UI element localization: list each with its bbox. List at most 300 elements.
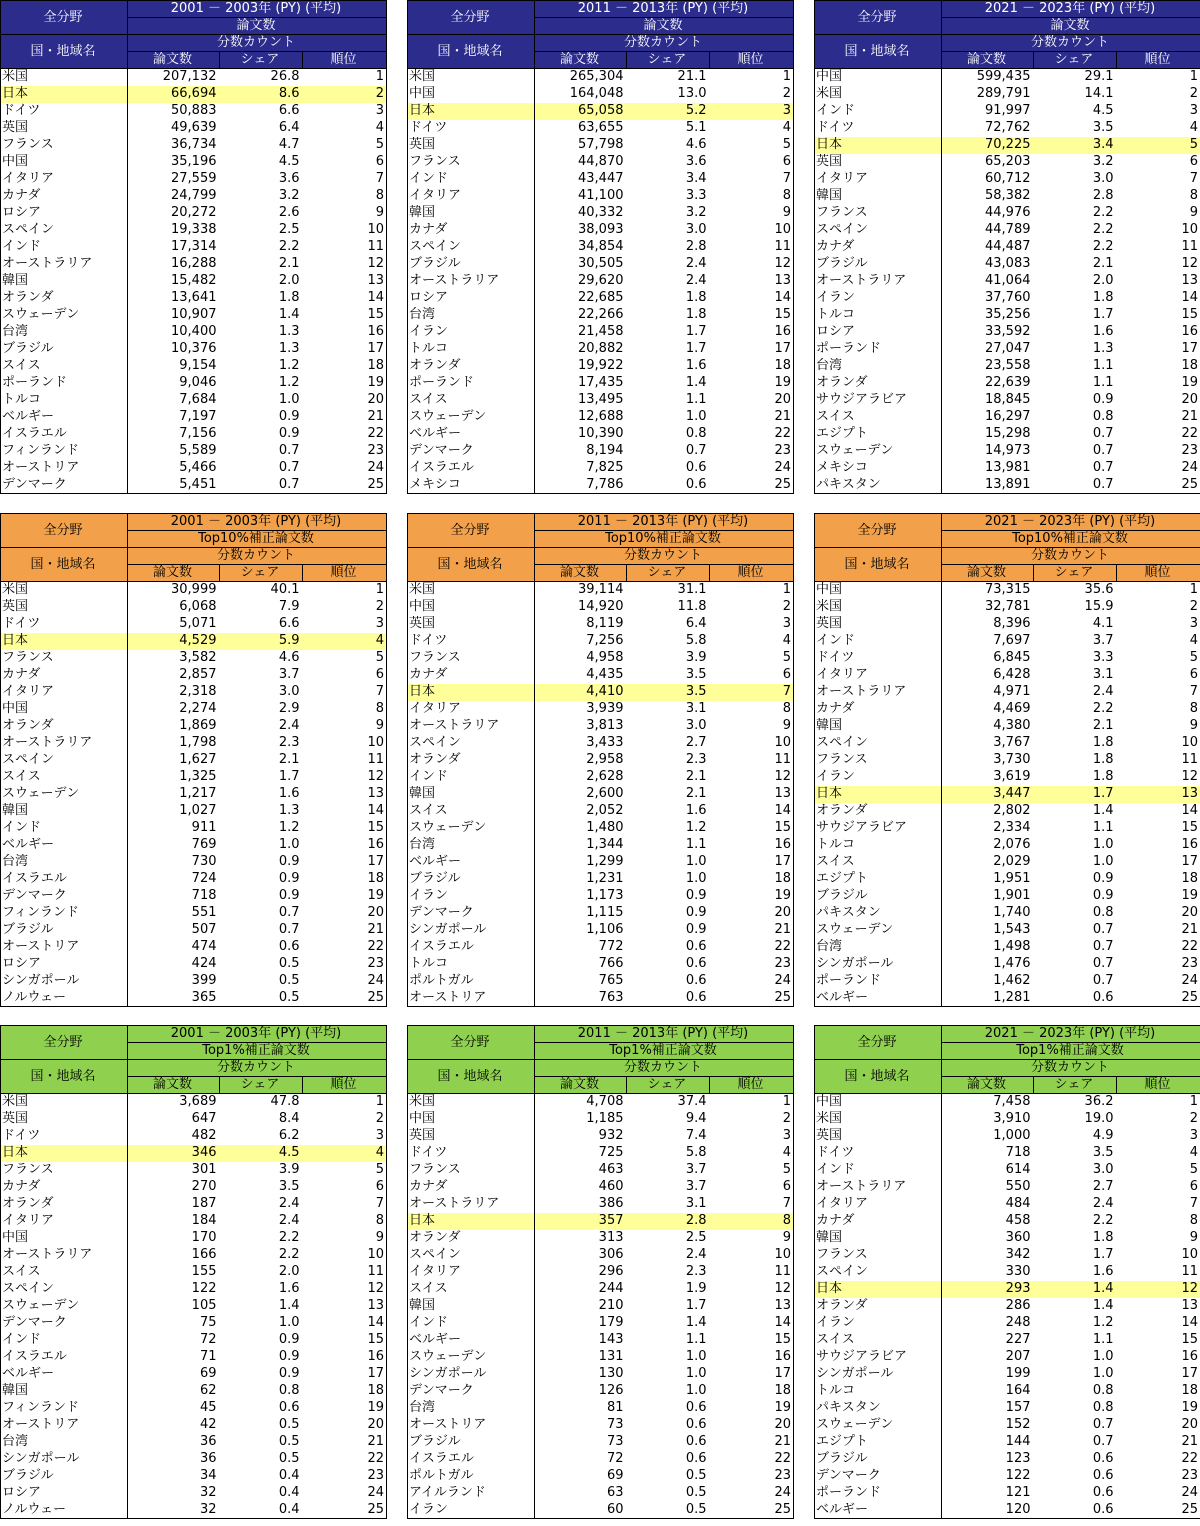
table-row: [408, 1434, 794, 1451]
rank-cell: 19: [303, 1400, 387, 1417]
share-cell: 0.9: [278, 854, 300, 869]
papers-cell: 22,639: [985, 375, 1031, 390]
rank-cell: 20: [710, 1417, 794, 1434]
papers-cell: 62: [199, 1383, 217, 1398]
country-cell: ノルウェー: [1, 990, 128, 1007]
papers-column-header: 論文数: [942, 1077, 1034, 1094]
country-cell: カナダ: [815, 701, 942, 718]
table-row: [815, 324, 1200, 341]
rank-cell: 12: [303, 256, 387, 273]
table-row: [815, 735, 1200, 752]
share-cell: 0.5: [278, 1434, 300, 1449]
rank-cell: 8: [1117, 701, 1200, 718]
share-cell: 0.7: [278, 922, 300, 937]
country-cell: ドイツ: [1, 616, 128, 633]
rank-cell: 24: [1117, 1485, 1200, 1502]
rank-cell: 20: [710, 392, 794, 409]
table-row: [815, 188, 1200, 205]
share-cell: 1.1: [685, 392, 707, 407]
papers-cell: 157: [1005, 1400, 1031, 1415]
rank-cell: 17: [1117, 1366, 1200, 1383]
table-row: [408, 324, 794, 341]
papers-cell: 7,256: [586, 633, 624, 648]
table-row: [408, 616, 794, 633]
country-cell: ベルギー: [1, 409, 128, 426]
country-cell: フランス: [1, 1162, 128, 1179]
rank-cell: 9: [710, 1230, 794, 1247]
country-column-header: 国・地域名: [815, 35, 942, 69]
share-cell: 0.6: [685, 956, 707, 971]
table-row: [1, 1332, 387, 1349]
rank-cell: 1: [303, 1094, 387, 1111]
rank-cell: 25: [1117, 477, 1200, 494]
country-cell: スウェーデン: [1, 786, 128, 803]
rank-cell: 23: [710, 956, 794, 973]
share-cell: 0.9: [278, 409, 300, 424]
share-cell: 3.5: [627, 684, 710, 701]
papers-cell: 7,684: [179, 392, 217, 407]
country-cell: シンガポール: [1, 973, 128, 990]
share-cell: 3.7: [685, 1179, 707, 1194]
share-cell: 2.7: [685, 735, 707, 750]
rank-cell: 21: [710, 409, 794, 426]
country-cell: スウェーデン: [815, 922, 942, 939]
table-row: [815, 1094, 1200, 1111]
country-cell: トルコ: [1, 392, 128, 409]
count-method-header: 分数カウント: [535, 1060, 794, 1077]
rank-cell: 9: [1117, 205, 1200, 222]
table-row: [815, 137, 1200, 154]
papers-cell: 207: [1005, 1349, 1031, 1364]
rank-cell: 7: [303, 1196, 387, 1213]
rank-cell: 13: [710, 1298, 794, 1315]
rank-cell: 8: [710, 1213, 794, 1230]
share-cell: 40.1: [270, 582, 300, 598]
table-row: [408, 69, 794, 86]
table-row: [408, 1162, 794, 1179]
table-row: [1, 103, 387, 120]
rank-cell: 17: [303, 854, 387, 871]
share-cell: 2.9: [278, 701, 300, 716]
country-column-header: 国・地域名: [408, 1060, 535, 1094]
country-cell: シンガポール: [1, 1451, 128, 1468]
rank-cell: 17: [1117, 854, 1200, 871]
papers-cell: 1,740: [993, 905, 1031, 920]
share-cell: 1.1: [1092, 375, 1114, 390]
table-row: [408, 1315, 794, 1332]
share-cell: 0.7: [1092, 1417, 1114, 1432]
share-cell: 1.4: [278, 307, 300, 322]
papers-cell: 72: [606, 1451, 624, 1466]
table-row: [1, 205, 387, 222]
papers-cell: 44,789: [985, 222, 1031, 237]
papers-cell: 2,318: [179, 684, 217, 699]
papers-cell: 71: [199, 1349, 217, 1364]
country-cell: ベルギー: [408, 854, 535, 871]
share-cell: 1.1: [1092, 358, 1114, 373]
share-cell: 1.4: [278, 1298, 300, 1313]
share-cell: 3.3: [1092, 650, 1114, 665]
table-row: [1, 1349, 387, 1366]
table-row: [1, 1502, 387, 1519]
share-cell: 2.1: [1092, 256, 1114, 271]
papers-cell: 6,428: [993, 667, 1031, 682]
rank-cell: 20: [1117, 905, 1200, 922]
table-row: [408, 171, 794, 188]
papers-cell: 166: [191, 1247, 217, 1262]
rank-cell: 3: [303, 616, 387, 633]
share-cell: 1.8: [1092, 735, 1114, 750]
country-cell: イタリア: [1, 684, 128, 701]
table-row: [1, 86, 387, 103]
papers-cell: 4,708: [586, 1094, 624, 1110]
country-cell: トルコ: [408, 956, 535, 973]
table-row: [408, 375, 794, 392]
papers-cell: 346: [128, 1145, 220, 1162]
table-row: [1, 701, 387, 718]
papers-cell: 3,813: [586, 718, 624, 733]
rank-cell: 21: [710, 922, 794, 939]
rank-cell: 13: [303, 273, 387, 290]
share-cell: 5.9: [220, 633, 303, 650]
metric-header: Top10%補正論文数: [128, 531, 387, 548]
share-cell: 1.7: [685, 324, 707, 339]
share-cell: 1.3: [1092, 341, 1114, 356]
rank-cell: 3: [1117, 616, 1200, 633]
share-cell: 1.8: [685, 307, 707, 322]
papers-cell: 1,798: [179, 735, 217, 750]
country-cell: スイス: [1, 358, 128, 375]
table-row: [408, 120, 794, 137]
country-cell: パキスタン: [815, 905, 942, 922]
share-cell: 2.2: [278, 1230, 300, 1245]
share-cell: 3.6: [685, 154, 707, 169]
share-cell: 2.0: [278, 273, 300, 288]
rank-cell: 4: [1117, 633, 1200, 650]
table-row: [815, 1417, 1200, 1434]
rank-cell: 1: [710, 582, 794, 599]
papers-cell: 766: [598, 956, 624, 971]
share-cell: 3.7: [278, 667, 300, 682]
rank-cell: 13: [1117, 786, 1200, 803]
period-header: 2001 － 2003年 (PY) (平均): [128, 514, 387, 531]
papers-cell: 1,106: [586, 922, 624, 937]
papers-cell: 3,582: [179, 650, 217, 665]
country-cell: オーストラリア: [408, 718, 535, 735]
rank-cell: 2: [710, 599, 794, 616]
country-cell: インド: [815, 1162, 942, 1179]
table-row: [815, 222, 1200, 239]
papers-cell: 65,203: [985, 154, 1031, 169]
share-cell: 8.6: [220, 86, 303, 103]
table-row: [408, 599, 794, 616]
country-cell: 台湾: [1, 854, 128, 871]
papers-cell: 30,999: [171, 582, 217, 598]
table-row: [408, 1298, 794, 1315]
period-header: 2011 － 2013年 (PY) (平均): [535, 514, 794, 531]
rank-cell: 19: [303, 888, 387, 905]
papers-cell: 14,920: [578, 599, 624, 614]
country-cell: オーストラリア: [815, 1179, 942, 1196]
table-row: [815, 1298, 1200, 1315]
rank-cell: 14: [710, 290, 794, 307]
share-cell: 0.7: [1034, 477, 1117, 494]
papers-cell: 1,299: [586, 854, 624, 869]
rank-cell: 18: [710, 1383, 794, 1400]
rank-cell: 8: [710, 188, 794, 205]
share-cell: 0.9: [278, 888, 300, 903]
rank-cell: 19: [1117, 375, 1200, 392]
papers-cell: 38,093: [578, 222, 624, 237]
papers-cell: 43,447: [578, 171, 624, 186]
share-cell: 1.0: [685, 854, 707, 869]
papers-cell: 19,338: [171, 222, 217, 237]
share-cell: 1.6: [685, 358, 707, 373]
share-cell: 1.0: [278, 837, 300, 852]
share-cell: 0.9: [278, 426, 300, 441]
table-row: [815, 1451, 1200, 1468]
table-row: [1, 460, 387, 477]
country-cell: カナダ: [408, 222, 535, 239]
country-cell: イタリア: [408, 1264, 535, 1281]
share-cell: 2.8: [1092, 188, 1114, 203]
rank-cell: 3: [303, 1128, 387, 1145]
share-cell: 0.8: [278, 1383, 300, 1398]
rank-cell: 14: [303, 1315, 387, 1332]
papers-cell: 2,274: [179, 701, 217, 716]
table-row: [408, 1417, 794, 1434]
period-header: 2001 － 2003年 (PY) (平均): [128, 1, 387, 18]
rank-cell: 2: [303, 1111, 387, 1128]
count-method-header: 分数カウント: [535, 548, 794, 565]
table-row: [815, 718, 1200, 735]
papers-cell: 50,883: [171, 103, 217, 118]
rank-cell: 23: [710, 443, 794, 460]
country-cell: スウェーデン: [815, 1417, 942, 1434]
rank-cell: 5: [1117, 137, 1200, 154]
table-row: [1, 222, 387, 239]
papers-cell: 4,410: [535, 684, 627, 701]
table-row: [1, 1247, 387, 1264]
rank-cell: 19: [1117, 888, 1200, 905]
papers-cell: 365: [128, 990, 220, 1007]
papers-cell: 18,845: [985, 392, 1031, 407]
country-cell: インド: [1, 239, 128, 256]
country-cell: イスラエル: [408, 1451, 535, 1468]
share-cell: 1.8: [278, 290, 300, 305]
papers-cell: 718: [1005, 1145, 1031, 1160]
share-cell: 1.8: [1092, 1230, 1114, 1245]
papers-cell: 60,712: [985, 171, 1031, 186]
table-row: [815, 667, 1200, 684]
papers-cell: 7,156: [179, 426, 217, 441]
share-cell: 3.5: [685, 667, 707, 682]
share-cell: 1.0: [1092, 854, 1114, 869]
country-cell: ブラジル: [408, 871, 535, 888]
rank-cell: 8: [303, 188, 387, 205]
country-cell: スペイン: [408, 1247, 535, 1264]
papers-cell: 36: [199, 1434, 217, 1449]
papers-cell: 164,048: [569, 86, 624, 101]
rank-cell: 9: [303, 718, 387, 735]
share-cell: 1.4: [1092, 803, 1114, 818]
table-row: [408, 650, 794, 667]
period-header: 2021 － 2023年 (PY) (平均): [942, 1, 1200, 18]
country-cell: ポルトガル: [408, 1468, 535, 1485]
period-header: 2011 － 2013年 (PY) (平均): [535, 1, 794, 18]
country-cell: オランダ: [408, 358, 535, 375]
papers-cell: 105: [191, 1298, 217, 1313]
table-row: [408, 137, 794, 154]
table-row: [408, 1451, 794, 1468]
table-row: [408, 1128, 794, 1145]
papers-cell: 248: [1005, 1315, 1031, 1330]
country-cell: オランダ: [1, 290, 128, 307]
papers-cell: 7,458: [993, 1094, 1031, 1110]
table-row: [815, 1145, 1200, 1162]
share-cell: 1.6: [685, 803, 707, 818]
share-cell: 3.2: [278, 188, 300, 203]
country-cell: ロシア: [1, 205, 128, 222]
table-row: [815, 1332, 1200, 1349]
share-cell: 1.0: [685, 1383, 707, 1398]
share-cell: 7.9: [278, 599, 300, 614]
rank-cell: 6: [303, 667, 387, 684]
share-cell: 0.5: [685, 1468, 707, 1483]
share-cell: 2.4: [278, 1196, 300, 1211]
country-cell: オーストラリア: [1, 735, 128, 752]
country-cell: カナダ: [408, 667, 535, 684]
rank-cell: 21: [1117, 1434, 1200, 1451]
papers-cell: 20,882: [578, 341, 624, 356]
table-row: [1, 1281, 387, 1298]
table-row: [1, 1434, 387, 1451]
country-column-header: 国・地域名: [408, 35, 535, 69]
table-row: [408, 222, 794, 239]
papers-cell: 44,487: [985, 239, 1031, 254]
papers-cell: 63: [606, 1485, 624, 1500]
country-cell: フランス: [408, 154, 535, 171]
rank-cell: 22: [710, 939, 794, 956]
share-cell: 36.2: [1084, 1094, 1114, 1110]
count-method-header: 分数カウント: [128, 1060, 387, 1077]
papers-cell: 270: [191, 1179, 217, 1194]
share-cell: 1.1: [685, 1332, 707, 1347]
table-row: [1, 1094, 387, 1111]
rank-cell: 15: [710, 307, 794, 324]
papers-cell: 57,798: [578, 137, 624, 152]
share-cell: 1.0: [685, 1366, 707, 1381]
table-row: [1, 616, 387, 633]
rank-cell: 25: [1117, 990, 1200, 1007]
papers-cell: 357: [535, 1213, 627, 1230]
country-cell: 米国: [815, 599, 942, 616]
rank-cell: 23: [303, 956, 387, 973]
table-row: [815, 375, 1200, 392]
field-label: 全分野: [408, 1, 535, 35]
share-cell: 0.8: [685, 426, 707, 441]
rank-column-header: 順位: [303, 52, 387, 69]
rank-cell: 7: [1117, 171, 1200, 188]
table-row: [815, 443, 1200, 460]
table-row: [1, 1230, 387, 1247]
papers-cell: 36,734: [171, 137, 217, 152]
table-row: [1, 718, 387, 735]
papers-cell: 164: [1005, 1383, 1031, 1398]
papers-cell: 3,619: [993, 769, 1031, 784]
metric-header: Top1%補正論文数: [535, 1043, 794, 1060]
country-cell: スイス: [1, 1264, 128, 1281]
share-cell: 9.4: [685, 1111, 707, 1126]
share-cell: 3.7: [1092, 633, 1114, 648]
field-label: 全分野: [408, 514, 535, 548]
papers-cell: 7,197: [179, 409, 217, 424]
table-row: [408, 684, 794, 701]
rank-cell: 17: [710, 1366, 794, 1383]
share-cell: 3.9: [278, 1162, 300, 1177]
table-row: [408, 1213, 794, 1230]
table-row: [408, 1094, 794, 1111]
country-cell: ロシア: [815, 324, 942, 341]
country-cell: ドイツ: [1, 103, 128, 120]
field-label: 全分野: [1, 1, 128, 35]
share-cell: 4.6: [278, 650, 300, 665]
table-row: [815, 803, 1200, 820]
papers-cell: 306: [598, 1247, 624, 1262]
table-row: [408, 905, 794, 922]
table-row: [408, 239, 794, 256]
share-cell: 2.4: [685, 1247, 707, 1262]
table-row: [815, 990, 1200, 1007]
table-row: [1, 477, 387, 494]
papers-cell: 10,376: [171, 341, 217, 356]
table-row: [815, 701, 1200, 718]
papers-cell: 49,639: [171, 120, 217, 135]
rank-cell: 24: [1117, 973, 1200, 990]
share-cell: 3.2: [685, 205, 707, 220]
papers-cell: 34: [199, 1468, 217, 1483]
papers-cell: 16,297: [985, 409, 1031, 424]
papers-cell: 730: [191, 854, 217, 869]
papers-cell: 6,068: [179, 599, 217, 614]
country-cell: ベルギー: [1, 837, 128, 854]
table-row: [408, 205, 794, 222]
papers-cell: 507: [191, 922, 217, 937]
country-cell: スイス: [815, 854, 942, 871]
rank-cell: 24: [303, 1485, 387, 1502]
table-row: [815, 1162, 1200, 1179]
count-method-header: 分数カウント: [942, 548, 1200, 565]
rank-cell: 17: [1117, 341, 1200, 358]
rank-cell: 15: [1117, 820, 1200, 837]
table-row: [1, 633, 387, 650]
share-cell: 3.2: [1092, 154, 1114, 169]
rank-cell: 18: [303, 1383, 387, 1400]
rank-cell: 11: [1117, 752, 1200, 769]
table-row: [1, 820, 387, 837]
country-cell: 台湾: [815, 358, 942, 375]
share-cell: 1.3: [278, 803, 300, 818]
rank-cell: 14: [1117, 290, 1200, 307]
rank-cell: 11: [710, 752, 794, 769]
country-cell: 韓国: [815, 1230, 942, 1247]
rank-cell: 3: [710, 103, 794, 120]
rank-column-header: 順位: [710, 1077, 794, 1094]
table-row: [408, 1468, 794, 1485]
share-cell: 0.7: [278, 460, 300, 475]
rank-cell: 5: [710, 650, 794, 667]
rank-cell: 16: [710, 324, 794, 341]
